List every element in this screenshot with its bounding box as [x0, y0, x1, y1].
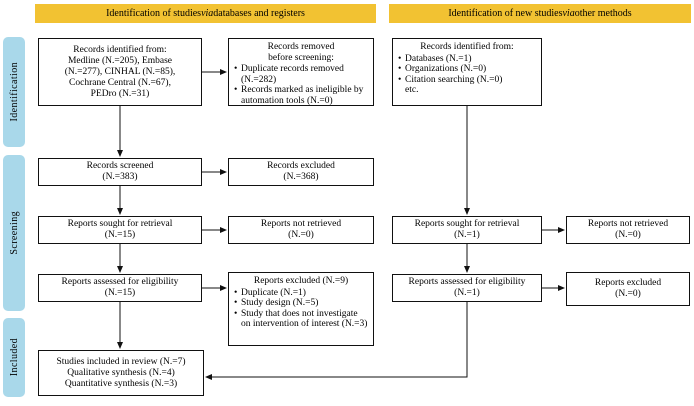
box-reports-excluded-other: Reports excluded (N.=0) — [566, 272, 690, 306]
records-identified-other-bullets — [397, 54, 537, 96]
box-records-identified-databases: Records identified from: Medline (N.=205), Embase (N.=277), CINHAL (N.=85), Cochrane Central (N.=67), PEDro (N.=31) — [38, 38, 202, 106]
header-databases-registers — [35, 4, 376, 23]
stage-label-identification: Identification — [3, 37, 25, 147]
header-other-methods — [389, 4, 691, 23]
reports-excluded-bullets — [233, 288, 369, 330]
etc-note: etc. — [405, 85, 419, 95]
box-reports-excluded-db: Reports excluded (N.=9) • Duplicate (N.=1) • Study design (N.=5) • Study that does not investigate on intervention of interest (N.=3) — [228, 272, 374, 346]
bullet-item: • Citation searching (N.=0) — [397, 75, 537, 86]
bullet-item: • Duplicate records removed (N.=282) — [233, 64, 369, 85]
box-reports-not-retrieved-other: Reports not retrieved (N.=0) — [566, 216, 690, 244]
bullet-item: • Databases (N.=1) — [397, 54, 537, 65]
box-records-screened: Records screened (N.=383) — [38, 158, 202, 186]
box-reports-assessed-eligibility-db: Reports assessed for eligibility (N.=15) — [38, 274, 202, 302]
stage-label-included: Included — [3, 318, 25, 397]
header-left-text-end: databases and registers — [213, 8, 305, 19]
box-reports-assessed-eligibility-other: Reports assessed for eligibility (N.=1) — [392, 274, 542, 302]
box-reports-sought-retrieval-db: Reports sought for retrieval (N.=15) — [38, 216, 202, 244]
box-studies-included: Studies included in review (N.=7) Qualitative synthesis (N.=4) Quantitative synthesis (N.=3) — [38, 350, 204, 396]
records-removed-bullets — [233, 64, 369, 106]
header-right-text-end: other methods — [574, 8, 632, 19]
bullet-item: • Study that does not investigate on intervention of interest (N.=3) — [233, 309, 369, 330]
bullet-item: • Records marked as ineligible by automation tools (N.=0) — [233, 85, 369, 106]
box-records-removed-before-screening: Records removed before screening: • Duplicate records removed (N.=282) • Records marked as ineligible by automation tools (N.=0) — [228, 38, 374, 106]
header-right-text: Identification of new studies — [448, 8, 563, 19]
bullet-item: • Organizations (N.=0) — [397, 64, 537, 75]
box-reports-sought-retrieval-other: Reports sought for retrieval (N.=1) — [392, 216, 542, 244]
stage-label-screening: Screening — [3, 155, 25, 311]
header-right-italic: via — [562, 8, 575, 19]
box-reports-not-retrieved-db: Reports not retrieved (N.=0) — [228, 216, 374, 244]
box-records-identified-other: Records identified from: • Databases (N.=1) • Organizations (N.=0) • Citation searching (N.=0) etc. — [392, 38, 542, 106]
box-records-excluded: Records excluded (N.=368) — [228, 158, 374, 186]
header-left-italic: via — [201, 8, 214, 19]
bullet-item: • Duplicate (N.=1) — [233, 288, 369, 299]
header-left-text: Identification of studies — [106, 8, 202, 19]
bullet-item: • Study design (N.=5) — [233, 298, 369, 309]
